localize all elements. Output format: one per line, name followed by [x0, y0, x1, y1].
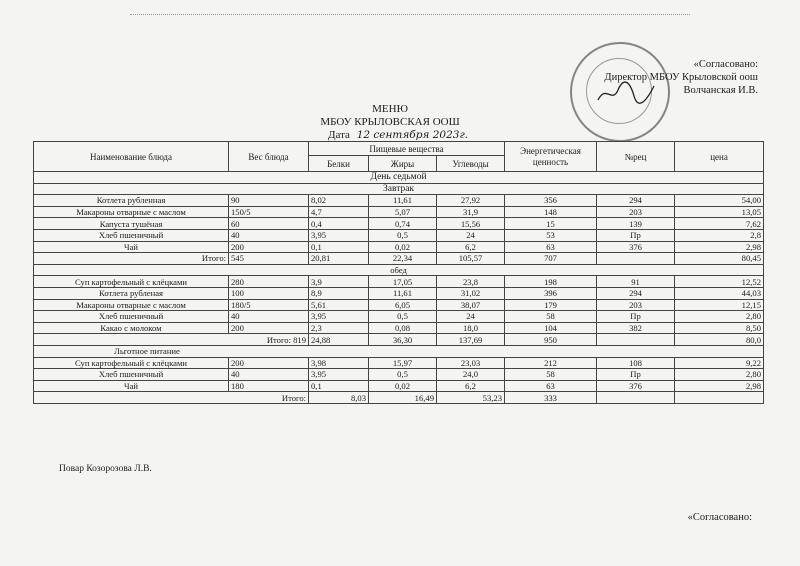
scan-artifact-line	[130, 14, 690, 16]
dish-fat: 0,5	[369, 229, 437, 241]
dish-name: Хлеб пшеничный	[34, 369, 229, 381]
dish-carbs: 27,92	[437, 195, 505, 207]
dish-weight: 100	[229, 287, 309, 299]
dish-carbs: 6,2	[437, 241, 505, 253]
total-price: 80,0	[675, 334, 764, 346]
dish-fat: 11,61	[369, 195, 437, 207]
header-price: цена	[675, 142, 764, 172]
dish-weight: 180	[229, 380, 309, 392]
total-recipe	[597, 253, 675, 265]
dish-name: Чай	[34, 241, 229, 253]
dish-protein: 3,9	[309, 276, 369, 288]
dish-recipe: Пр	[597, 369, 675, 381]
dish-recipe: 376	[597, 380, 675, 392]
dish-protein: 2,3	[309, 322, 369, 334]
dish-weight: 280	[229, 276, 309, 288]
table-row	[34, 311, 764, 323]
dish-price: 2,80	[675, 311, 764, 323]
table-row	[34, 380, 764, 392]
date-value: 12 сентября 2023г.	[353, 129, 472, 142]
header-carbs: Углеводы	[437, 156, 505, 172]
dish-price: 7,62	[675, 218, 764, 230]
total-carbs: 137,69	[437, 334, 505, 346]
total-protein: 24,88	[309, 334, 369, 346]
total-fat: 36,30	[369, 334, 437, 346]
total-carbs: 53,23	[437, 392, 505, 404]
approval-line-3: Волчанская И.В.	[683, 85, 758, 96]
dish-carbs: 31,02	[437, 287, 505, 299]
dish-recipe: 108	[597, 357, 675, 369]
dish-fat: 0,5	[369, 311, 437, 323]
dish-protein: 0,4	[309, 218, 369, 230]
lunch-label: обед	[34, 264, 764, 276]
dish-protein: 3,95	[309, 229, 369, 241]
menu-heading	[300, 103, 480, 142]
total-energy: 950	[505, 334, 597, 346]
dish-carbs: 15,56	[437, 218, 505, 230]
total-energy: 707	[505, 253, 597, 265]
dish-carbs: 23,03	[437, 357, 505, 369]
table-row	[34, 299, 764, 311]
total-protein: 8,03	[309, 392, 369, 404]
dish-weight: 200	[229, 357, 309, 369]
dish-carbs: 24	[437, 311, 505, 323]
dish-energy: 396	[505, 287, 597, 299]
dish-name: Макароны отварные с маслом	[34, 299, 229, 311]
dish-carbs: 31,9	[437, 206, 505, 218]
header-nutrients: Пищевые вещества	[309, 142, 505, 156]
dish-protein: 4,7	[309, 206, 369, 218]
approval-line-1: «Согласовано:	[693, 59, 758, 70]
dish-name: Суп картофельный с клёцками	[34, 276, 229, 288]
dish-weight: 90	[229, 195, 309, 207]
dish-carbs: 38,07	[437, 299, 505, 311]
dish-energy: 104	[505, 322, 597, 334]
dish-weight: 40	[229, 229, 309, 241]
day-label: День седьмой	[34, 172, 764, 184]
header-weight: Вес блюда	[229, 142, 309, 172]
menu-title: МЕНЮ	[372, 103, 408, 115]
dish-recipe: 203	[597, 299, 675, 311]
breakfast-total-row	[34, 253, 764, 265]
benefit-label: Льготное питание	[34, 345, 764, 357]
dish-energy: 63	[505, 380, 597, 392]
table-row	[34, 241, 764, 253]
cook-signature-line: Повар Козорозова Л.В.	[59, 464, 152, 474]
dish-recipe: 376	[597, 241, 675, 253]
dish-recipe: Пр	[597, 229, 675, 241]
dish-fat: 15,97	[369, 357, 437, 369]
dish-weight: 150/5	[229, 206, 309, 218]
dish-price: 12,52	[675, 276, 764, 288]
dish-name: Котлета рубленная	[34, 195, 229, 207]
total-fat: 16,49	[369, 392, 437, 404]
dish-carbs: 24,0	[437, 369, 505, 381]
dish-price: 54,00	[675, 195, 764, 207]
dish-energy: 356	[505, 195, 597, 207]
dish-energy: 148	[505, 206, 597, 218]
dish-carbs: 6,2	[437, 380, 505, 392]
total-price: 80,45	[675, 253, 764, 265]
table-row	[34, 357, 764, 369]
dish-fat: 6,05	[369, 299, 437, 311]
dish-carbs: 24	[437, 229, 505, 241]
total-carbs: 105,57	[437, 253, 505, 265]
header-fat: Жиры	[369, 156, 437, 172]
table-row	[34, 322, 764, 334]
dish-price: 12,15	[675, 299, 764, 311]
dish-protein: 3,95	[309, 369, 369, 381]
dish-name: Чай	[34, 380, 229, 392]
dish-recipe: 294	[597, 195, 675, 207]
dish-recipe: 382	[597, 322, 675, 334]
dish-price: 13,05	[675, 206, 764, 218]
total-fat: 22,34	[369, 253, 437, 265]
dish-fat: 0,08	[369, 322, 437, 334]
lunch-total-row	[34, 334, 764, 346]
table-row	[34, 195, 764, 207]
dish-weight: 40	[229, 369, 309, 381]
dish-protein: 3,95	[309, 311, 369, 323]
table-row	[34, 229, 764, 241]
dish-price: 8,50	[675, 322, 764, 334]
dish-energy: 198	[505, 276, 597, 288]
dish-recipe: 91	[597, 276, 675, 288]
dish-weight: 60	[229, 218, 309, 230]
table-row	[34, 369, 764, 381]
benefit-total-row	[34, 392, 764, 404]
dish-carbs: 18,0	[437, 322, 505, 334]
header-recipe: №рец	[597, 142, 675, 172]
dish-recipe: 294	[597, 287, 675, 299]
dish-name: Макароны отварные с маслом	[34, 206, 229, 218]
menu-table	[33, 141, 764, 404]
dish-fat: 0,02	[369, 380, 437, 392]
dish-protein: 5,61	[309, 299, 369, 311]
total-label: Итого:	[34, 392, 309, 404]
dish-price: 2,98	[675, 380, 764, 392]
dish-fat: 11,61	[369, 287, 437, 299]
total-label: Итого:	[34, 253, 229, 265]
dish-weight: 180/5	[229, 299, 309, 311]
dish-name: Капуста тушёная	[34, 218, 229, 230]
dish-name: Суп картофельный с клёцками	[34, 357, 229, 369]
dish-fat: 0,02	[369, 241, 437, 253]
total-weight: 545	[229, 253, 309, 265]
dish-fat: 5,07	[369, 206, 437, 218]
dish-price: 2,98	[675, 241, 764, 253]
table-row	[34, 276, 764, 288]
dish-name: Хлеб пшеничный	[34, 229, 229, 241]
dish-energy: 179	[505, 299, 597, 311]
dish-weight: 200	[229, 322, 309, 334]
dish-name: Котлета рубленая	[34, 287, 229, 299]
dish-weight: 40	[229, 311, 309, 323]
dish-protein: 0,1	[309, 241, 369, 253]
dish-name: Какао с молоком	[34, 322, 229, 334]
approval-line-2: Директор МБОУ Крыловской оош	[604, 72, 758, 83]
total-protein: 20,81	[309, 253, 369, 265]
bottom-approval: «Согласовано:	[687, 512, 752, 523]
header-energy: Энергетическая ценность	[505, 142, 597, 172]
dish-name: Хлеб пшеничный	[34, 311, 229, 323]
dish-recipe: 203	[597, 206, 675, 218]
total-price	[675, 392, 764, 404]
dish-energy: 58	[505, 311, 597, 323]
dish-weight: 200	[229, 241, 309, 253]
dish-energy: 212	[505, 357, 597, 369]
total-recipe	[597, 334, 675, 346]
dish-protein: 8,02	[309, 195, 369, 207]
school-name: МБОУ КРЫЛОВСКАЯ ООШ	[320, 116, 460, 128]
dish-energy: 15	[505, 218, 597, 230]
dish-price: 2,80	[675, 369, 764, 381]
dish-price: 9,22	[675, 357, 764, 369]
dish-carbs: 23,8	[437, 276, 505, 288]
dish-price: 44,03	[675, 287, 764, 299]
breakfast-label: Завтрак	[34, 183, 764, 195]
total-energy: 333	[505, 392, 597, 404]
dish-fat: 0,74	[369, 218, 437, 230]
dish-energy: 58	[505, 369, 597, 381]
dish-protein: 8,9	[309, 287, 369, 299]
header-protein: Белки	[309, 156, 369, 172]
dish-price: 2,8	[675, 229, 764, 241]
header-name: Наименование блюда	[34, 142, 229, 172]
dish-energy: 53	[505, 229, 597, 241]
dish-fat: 0,5	[369, 369, 437, 381]
approval-block	[604, 58, 758, 97]
dish-protein: 3,98	[309, 357, 369, 369]
date-label: Дата	[328, 129, 350, 141]
dish-energy: 63	[505, 241, 597, 253]
table-row	[34, 218, 764, 230]
dish-protein: 0,1	[309, 380, 369, 392]
table-row	[34, 287, 764, 299]
table-row	[34, 206, 764, 218]
dish-fat: 17,05	[369, 276, 437, 288]
dish-recipe: Пр	[597, 311, 675, 323]
total-recipe	[597, 392, 675, 404]
dish-recipe: 139	[597, 218, 675, 230]
total-label: Итого: 819	[34, 334, 309, 346]
